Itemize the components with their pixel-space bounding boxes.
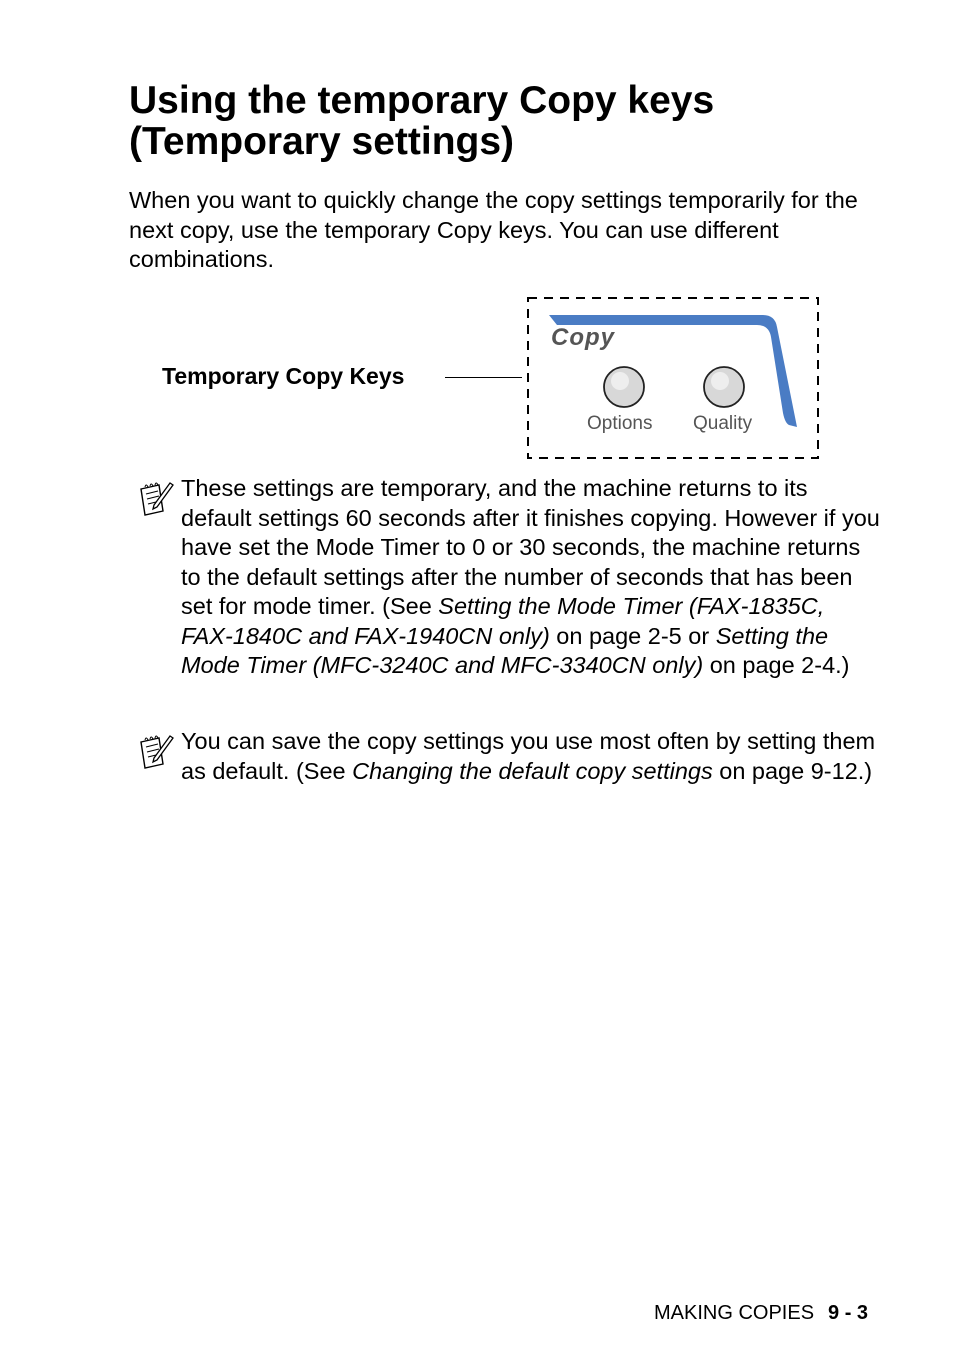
note-2-reference-1: Changing the default copy settings <box>352 757 713 784</box>
note-1-reference-2: Setting the Mode Timer (MFC-3240C and MFC-3340CN only) <box>181 622 829 678</box>
memo-pencil-icon <box>137 479 175 524</box>
note-paragraph-1 <box>181 474 881 681</box>
intro-paragraph: When you want to quickly change the copy settings temporarily for the next copy, use the temporary Copy keys. You can use different combinations. <box>129 187 858 272</box>
panel-copy-title: Copy <box>551 324 615 351</box>
memo-pencil-icon <box>137 732 175 777</box>
page-title-line-1: Using the temporary Copy keys <box>129 79 715 122</box>
page-title <box>129 80 909 162</box>
copy-keys-panel-illustration <box>527 297 819 459</box>
note-paragraph-2 <box>181 727 881 786</box>
note-2-text-1: You can save the copy settings you use most often by setting them as default. (See <box>181 728 876 784</box>
note-1-text-1: These settings are temporary, and the machine returns to its default settings 60 seconds after it finishes copying. However if you have set the Mode Timer to 0 or 30 seconds, the machine returns to the default settings after the number of seconds that has been set for mode timer. (See <box>181 475 880 619</box>
quality-key-label: Quality <box>693 413 753 434</box>
panel-graphic <box>527 297 819 459</box>
note-1-reference-1: Setting the Mode Timer (FAX-1835C, FAX-1840C and FAX-1940CN only) <box>181 593 825 649</box>
note-2-text-2: on page 9-12.) <box>712 757 873 784</box>
footer-page-number: 9 - 3 <box>828 1302 869 1324</box>
options-key-label: Options <box>587 413 653 434</box>
figure-callout-label: Temporary Copy Keys <box>162 363 405 389</box>
note-1-text-2: on page 2-5 or <box>549 622 716 649</box>
page-footer <box>654 1300 868 1326</box>
page-title-line-2: (Temporary settings) <box>129 120 515 163</box>
note-1-text-3: on page 2-4.) <box>703 652 850 678</box>
footer-section-name: MAKING COPIES <box>654 1302 815 1324</box>
callout-leader-line <box>445 377 522 378</box>
